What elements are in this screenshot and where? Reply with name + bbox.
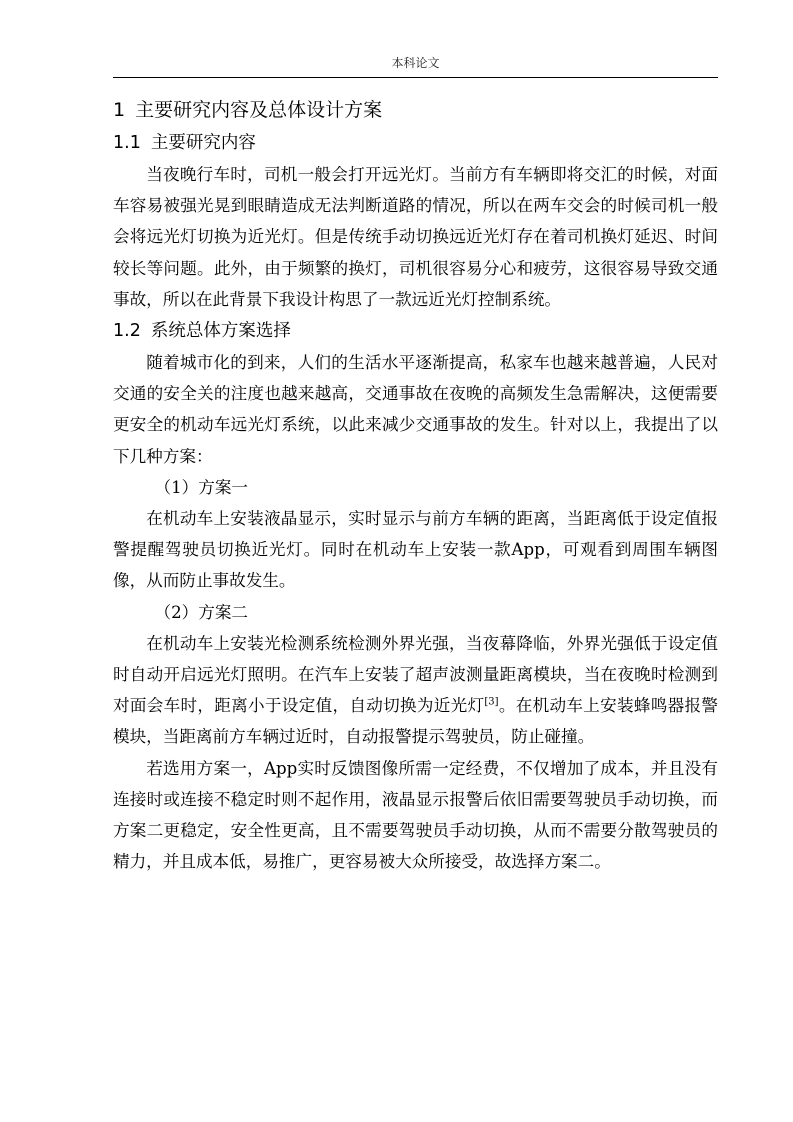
paragraph-option-1: 在机动车上安装液晶显示，实时显示与前方车辆的距离，当距离低于设定值报警提醒驾驶员切换近光灯。同时在机动车上安装一款App，可观看到周围车辆图像，从而防止事故发生。 xyxy=(113,509,718,591)
header-divider xyxy=(113,77,718,78)
paragraph-conclusion: 若选用方案一，App实时反馈图像所需一定经费，不仅增加了成本，并且没有连接时或连接不稳定时则不起作用，液晶显示报警后依旧需要驾驶员手动切换，而方案二更稳定，安全性更高，且不需要驾驶员手动切换，从而不需要分散驾驶员的精力，并且成本低，易推广，更容易被大众所接受，故选择方案二。 xyxy=(113,758,718,872)
paragraph-option-2 xyxy=(113,628,718,753)
section-number: 1 xyxy=(113,99,126,121)
subsection-number: 1.1 xyxy=(113,133,141,153)
paragraph-intro: 随着城市化的到来，人们的生活水平逐渐提高，私家车也越来越普遍，人民对交通的安全关的注度也越来越高，交通事故在夜晚的高频发生急需解决，这便需要更安全的机动车远光灯系统，以此来减少交通事故的发生。针对以上，我提出了以下几种方案： xyxy=(113,353,718,466)
paragraph-research-content: 当夜晚行车时，司机一般会打开远光灯。当前方有车辆即将交汇的时候，对面车容易被强光晃到眼睛造成无法判断道路的情况，所以在两车交会的时候司机一般会将远光灯切换为近光灯。但是传统手动切换远近光灯存在着司机换灯延迟、时间较长等问题。此外，由于频繁的换灯，司机很容易分心和疲劳，这很容易导致交通事故，所以在此背景下我设计构思了一款远近光灯控制系统。 xyxy=(113,165,718,309)
subsection-number: 1.2 xyxy=(113,321,141,342)
subsection-title: 主要研究内容 xyxy=(150,133,256,153)
running-header: 本科论文 xyxy=(391,56,440,70)
page-content xyxy=(113,93,718,877)
section-title: 主要研究内容及总体设计方案 xyxy=(135,99,383,121)
subsection-heading-1-2 xyxy=(113,315,718,347)
subsection-title: 系统总体方案选择 xyxy=(150,321,291,342)
option-2-text-part-b: 。在机动车上安装蜂鸣器报警模块，当距离前方车辆过近时，自动报警提示驾驶员，防止碰撞。 xyxy=(113,696,719,747)
subsection-heading-1-1 xyxy=(113,127,718,159)
option-2-text-part-a: 在机动车上安装光检测系统检测外界光强，当夜幕降临，外界光强低于设定值时自动开启远光灯照明。在汽车上安装了超声波测量距离模块，当在夜晚时检测到对面会车时，距离小于设定值，自动切换为近光灯 xyxy=(113,633,718,716)
option-1-label: （1）方案一 xyxy=(154,477,249,497)
citation-reference: [3] xyxy=(484,696,499,708)
section-heading xyxy=(113,93,718,127)
option-2-label: （2）方案二 xyxy=(154,602,249,622)
